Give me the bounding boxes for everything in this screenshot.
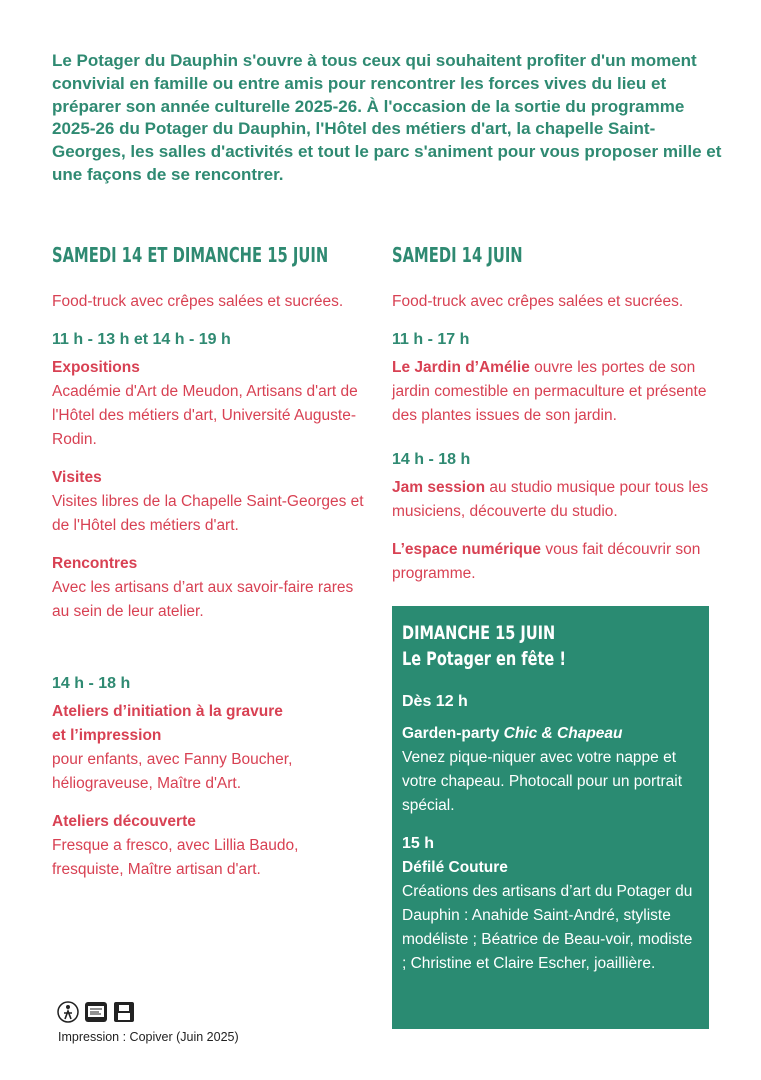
weekend-time-morning: 11 h - 13 h et 14 h - 19 h [52,331,231,348]
saturday-food-truck: Food-truck avec crêpes salées et sucrées. [392,293,684,310]
weekend-food-truck: Food-truck avec crêpes salées et sucrées. [52,293,344,310]
sunday-time-noon: Dès 12 h [402,693,468,710]
saturday-column [392,242,718,600]
expositions-label: Expositions [52,359,140,376]
numerique-label: L’espace numérique [392,541,542,558]
recycling-person-icon [56,1000,80,1024]
print-credit: Impression : Copiver (Juin 2025) [58,1030,239,1044]
rencontres-text: Avec les artisans d’art aux savoir-faire rares au sein de leur atelier. [52,579,354,620]
garden-party-text: Venez pique-niquer avec votre nappe et votre chapeau. Photocall pour un portrait spécial. [402,749,683,814]
paper-recycling-icon [84,1000,108,1024]
saturday-time-afternoon: 14 h - 18 h [392,451,471,468]
eco-logos [56,1000,136,1024]
sunday-box [392,606,709,1029]
intro-paragraph: Le Potager du Dauphin s'ouvre à tous ceux qui souhaitent profiter d'un moment convivial en famille ou entre amis pour rencontrer les forces vives du lieu et préparer son année culturelle 2025-26. À l'occasion de la sortie du programme 2025-26 du Potager du Dauphin, l'Hôtel des métiers d'art, la chapelle Saint-Georges, les salles d'activités et tout le parc s'animent pour vous proposer mille et une façons de se rencontrer. [52,51,722,184]
jardin-text: ouvre les portes de son jardin comestible en permaculture et présente des plantes issues de son jardin. [392,359,707,424]
sunday-time-15h: 15 h [402,835,435,852]
rencontres-label: Rencontres [52,555,138,572]
decouverte-label: Ateliers découverte [52,813,196,830]
sunday-subtitle: Le Potager en fête ! [402,648,566,670]
jam-text: au studio musique pour tous les musiciens, découverte du studio. [392,479,709,520]
gravure-block [52,700,374,796]
imprim-vert-icon [112,1000,136,1024]
defile-text: Créations des artisans d’art du Potager du Dauphin : Anahide Saint-André, styliste modéliste ; Béatrice de Beau-voir, modiste ; Christine et Claire Escher, joaillière. [402,883,693,972]
garden-party-label: Garden-party Chic & Chapeau [402,725,623,742]
gravure-text: pour enfants, avec Fanny Boucher, héliograveuse, Maître d'Art. [52,751,293,792]
visites-label: Visites [52,469,102,486]
rencontres-block [52,552,374,624]
gravure-label: Ateliers d’initiation à la gravure et l’impression [52,703,283,744]
weekend-heading: SAMEDI 14 ET DIMANCHE 15 JUIN [52,243,329,267]
jardin-block [392,356,718,428]
numerique-text: vous fait découvrir son programme. [392,541,701,582]
decouverte-block [52,810,374,882]
saturday-heading: SAMEDI 14 JUIN [392,243,523,267]
chic-chapeau: Chic & Chapeau [503,725,623,742]
jardin-label: Le Jardin d’Amélie [392,359,530,376]
weekend-column [52,242,374,896]
saturday-time-morning: 11 h - 17 h [392,331,470,348]
jam-label: Jam session [392,479,486,496]
sunday-title: DIMANCHE 15 JUIN [402,622,556,644]
numerique-block [392,538,718,586]
expositions-text: Académie d'Art de Meudon, Artisans d'art de l'Hôtel des métiers d'art, Université Auguste-Rodin. [52,383,358,448]
visites-block [52,466,374,538]
weekend-time-afternoon: 14 h - 18 h [52,675,131,692]
defile-label: Défilé Couture [402,859,508,876]
expositions-block [52,356,374,452]
visites-text: Visites libres de la Chapelle Saint-Georges et de l'Hôtel des métiers d'art. [52,493,364,534]
jam-block [392,476,718,524]
decouverte-text: Fresque a fresco, avec Lillia Baudo, fresquiste, Maître artisan d'art. [52,837,299,878]
